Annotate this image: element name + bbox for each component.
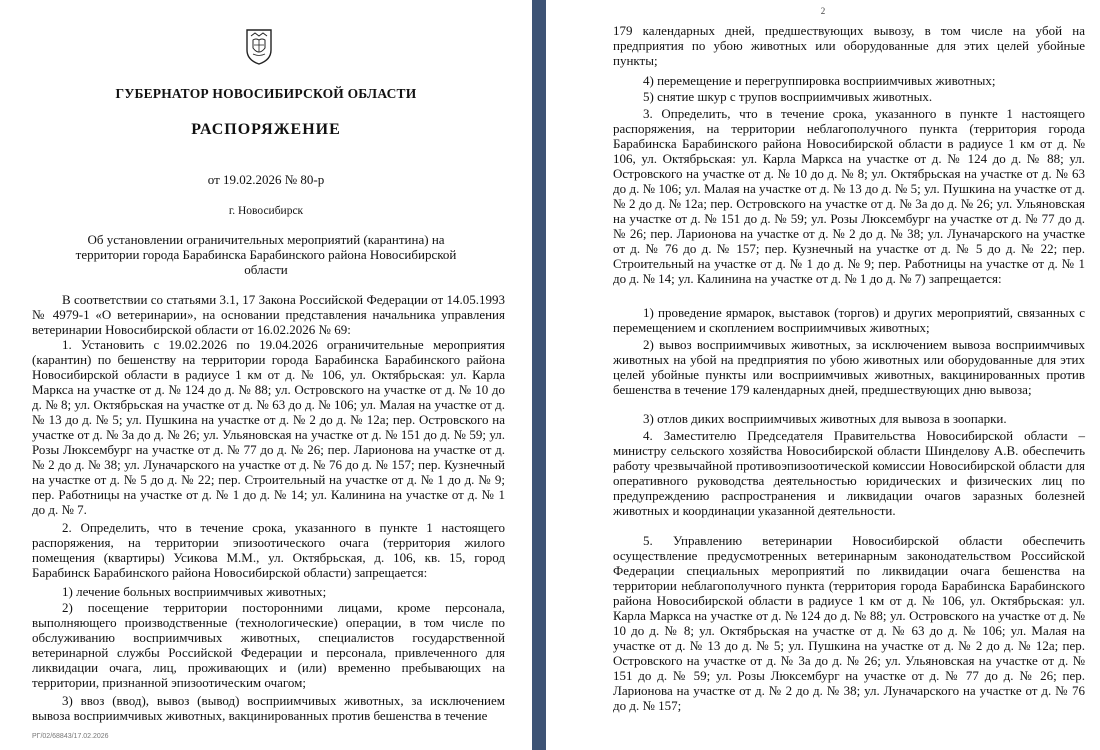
item-2-2-paragraph: 2) посещение территории посторонними лицами, кроме персонала, выполняющего производственные (технологические) операции, в том числе по обслуживанию восприимчивых животных, специалистов государственной ветеринарной службы Российской Федерации и персонала, привлеченного для ликвидации очага, лиц, проживающих и (или) временно пребывающих на территории, признанной эпизоотическим очагом; [32,600,505,690]
continuation-paragraph: 179 календарных дней, предшествующих вывозу, в том числе на убой на предприятия по убою животных или оборудованные для этих целей убойные пункты; [613,23,1085,68]
item-2-3-paragraph: 3) ввоз (ввод), вывоз (вывод) восприимчивых животных, за исключением вывоза восприимчивых животных, вакцинированных против бешенства в течение [32,693,505,723]
page-number: 2 [820,6,826,16]
document-subject: Об установлении ограничительных мероприятий (карантина) на территории города Барабинска Барабинского района Новосибирской области [75,232,457,277]
document-page-2 [546,0,1100,750]
date-number-line: от 19.02.2026 № 80-р [207,172,325,187]
item-2-4-paragraph: 4) перемещение и перегруппировка восприимчивых животных; [643,73,996,88]
item-2-5-paragraph: 5) снятие шкур с трупов восприимчивых животных. [643,89,933,104]
item-3-3-paragraph: 3) отлов диких восприимчивых животных для вывоза в зоопарки. [643,411,1007,426]
item-5-paragraph: 5. Управлению ветеринарии Новосибирской области обеспечить осуществление предусмотренных ветеринарным законодательством Российской Федерации специальных мероприятий по ликвидации очага бешенства на территории неблагополучного пункта (территория города Барабинска Барабинского района Новосибирской области в радиусе 1 км от д. № 106, ул. Октябрьская: ул. Карла Маркса на участке от д. № 124 до д. № 88; ул. Островского на участке от д. № 10 до д. № 8; ул. Октябрьская на участке от д. № 63 до д. № 106; ул. Малая на участке от д. № 13 до д. № 5; ул. Пушкина на участке от д. № 2 до д. № 12а; пер. Островского на участке от д. № 3а до д. № 26; ул. Ульяновская на участке от д. № 151 до д. № 59; ул. Розы Люксембург на участке от д. № 77 до д. № 26; пер. Ларионова на участке от д. № 2 до д. № 38; ул. Луначарского на участке от д. № 76 до д. № 157; [613,533,1085,713]
item-3-2-paragraph: 2) вывоз восприимчивых животных, за исключением вывоза восприимчивых животных на убой на предприятия по убою животных или оборудованные для этих целей убойные пункты или восприимчивых животных, вакцинированных против бешенства в течение 179 календарных дней, предшествующих дню вывоза; [613,337,1085,397]
document-type-title: РАСПОРЯЖЕНИЕ [191,121,341,138]
document-registration-footer: РГ/02/68843/17.02.2026 [32,733,109,740]
document-page-1 [0,0,532,750]
item-2-1-paragraph: 1) лечение больных восприимчивых животных; [62,584,327,599]
city-line: г. Новосибирск [228,205,304,217]
item-1-paragraph: 1. Установить с 19.02.2026 по 19.04.2026 ограничительные мероприятия (карантин) по бешенству на территории города Барабинска Барабинского района Новосибирской области в радиусе 1 км от д. № 106, ул. Октябрьская: ул. Карла Маркса на участке от д. № 124 до д. № 88; ул. Островского на участке от д. № 10 до д. № 8; ул. Октябрьская на участке от д. № 63 до д. № 106; ул. Малая на участке от д. № 13 до д. № 5; ул. Пушкина на участке от д. № 2 до д. № 12а; пер. Островского на участке от д. № 3а до д. № 26; ул. Ульяновская на участке от д. № 151 до д. № 59; ул. Розы Люксембург на участке от д. № 77 до д. № 26; пер. Ларионова на участке от д. № 2 до д. № 38; ул. Луначарского на участке от д. № 76 до д. № 157; пер. Кузнечный на участке от д. № 5 до д. № 22; пер. Строительный на участке от д. № 1 до д. № 9; пер. Работницы на участке от д. № 1 до д. № 14; ул. Калинина на участке от д. № 1 до д. № 7. [32,337,505,517]
preamble-paragraph: В соответствии со статьями 3.1, 17 Закона Российской Федерации от 14.05.1993 № 4979-1 «О ветеринарии», на основании представления начальника управления ветеринарии Новосибирской области от 16.02.2026 № 69: [32,292,505,337]
item-4-paragraph: 4. Заместителю Председателя Правительства Новосибирской области – министру сельского хозяйства Новосибирской области Шинделову А.В. обеспечить работу чрезвычайной противоэпизоотической комиссии Новосибирской области для оперативного руководства деятельностью юридических и физических лиц по предупреждению распространения и ликвидации очагов заразных болезней животных и координации указанной деятельности. [613,428,1085,518]
item-3-1-paragraph: 1) проведение ярмарок, выставок (торгов) и других мероприятий, связанных с перемещением и скоплением восприимчивых животных; [613,305,1085,335]
document-header: ГУБЕРНАТОР НОВОСИБИРСКОЙ ОБЛАСТИ [115,86,417,101]
page-gutter [532,0,546,750]
item-3-paragraph: 3. Определить, что в течение срока, указанного в пункте 1 настоящего распоряжения, на территории неблагополучного пункта (территория города Барабинска Барабинского района Новосибирской области в радиусе 1 км от д. № 106, ул. Октябрьская: ул. Карла Маркса на участке от д. № 124 до д. № 88; ул. Островского на участке от д. № 10 до д. № 8; ул. Октябрьская на участке от д. № 63 до д. № 106; ул. Малая на участке от д. № 13 до д. № 5; ул. Пушкина на участке от д. № 2 до д. № 12а; пер. Островского на участке от д. № 3а до д. № 26; ул. Ульяновская на участке от д. № 151 до д. № 59; ул. Розы Люксембург на участке от д. № 77 до д. № 26; пер. Ларионова на участке от д. № 2 до д. № 38; ул. Луначарского на участке от д. № 76 до д. № 157; пер. Кузнечный на участке от д. № 5 до д. № 22; пер. Строительный на участке от д. № 1 до д. № 9; пер. Работницы на участке от д. № 1 до д. № 14; ул. Калинина на участке от д. № 1 до д. № 7) запрещается: [613,106,1085,286]
coat-of-arms-icon [244,26,274,66]
item-2-paragraph: 2. Определить, что в течение срока, указанного в пункте 1 настоящего распоряжения, на территории эпизоотического очага (территория жилого помещения (квартиры) Усикова М.М., ул. Октябрьская, д. 106, кв. 15, город Барабинск Барабинского района Новосибирской области) запрещается: [32,520,505,580]
